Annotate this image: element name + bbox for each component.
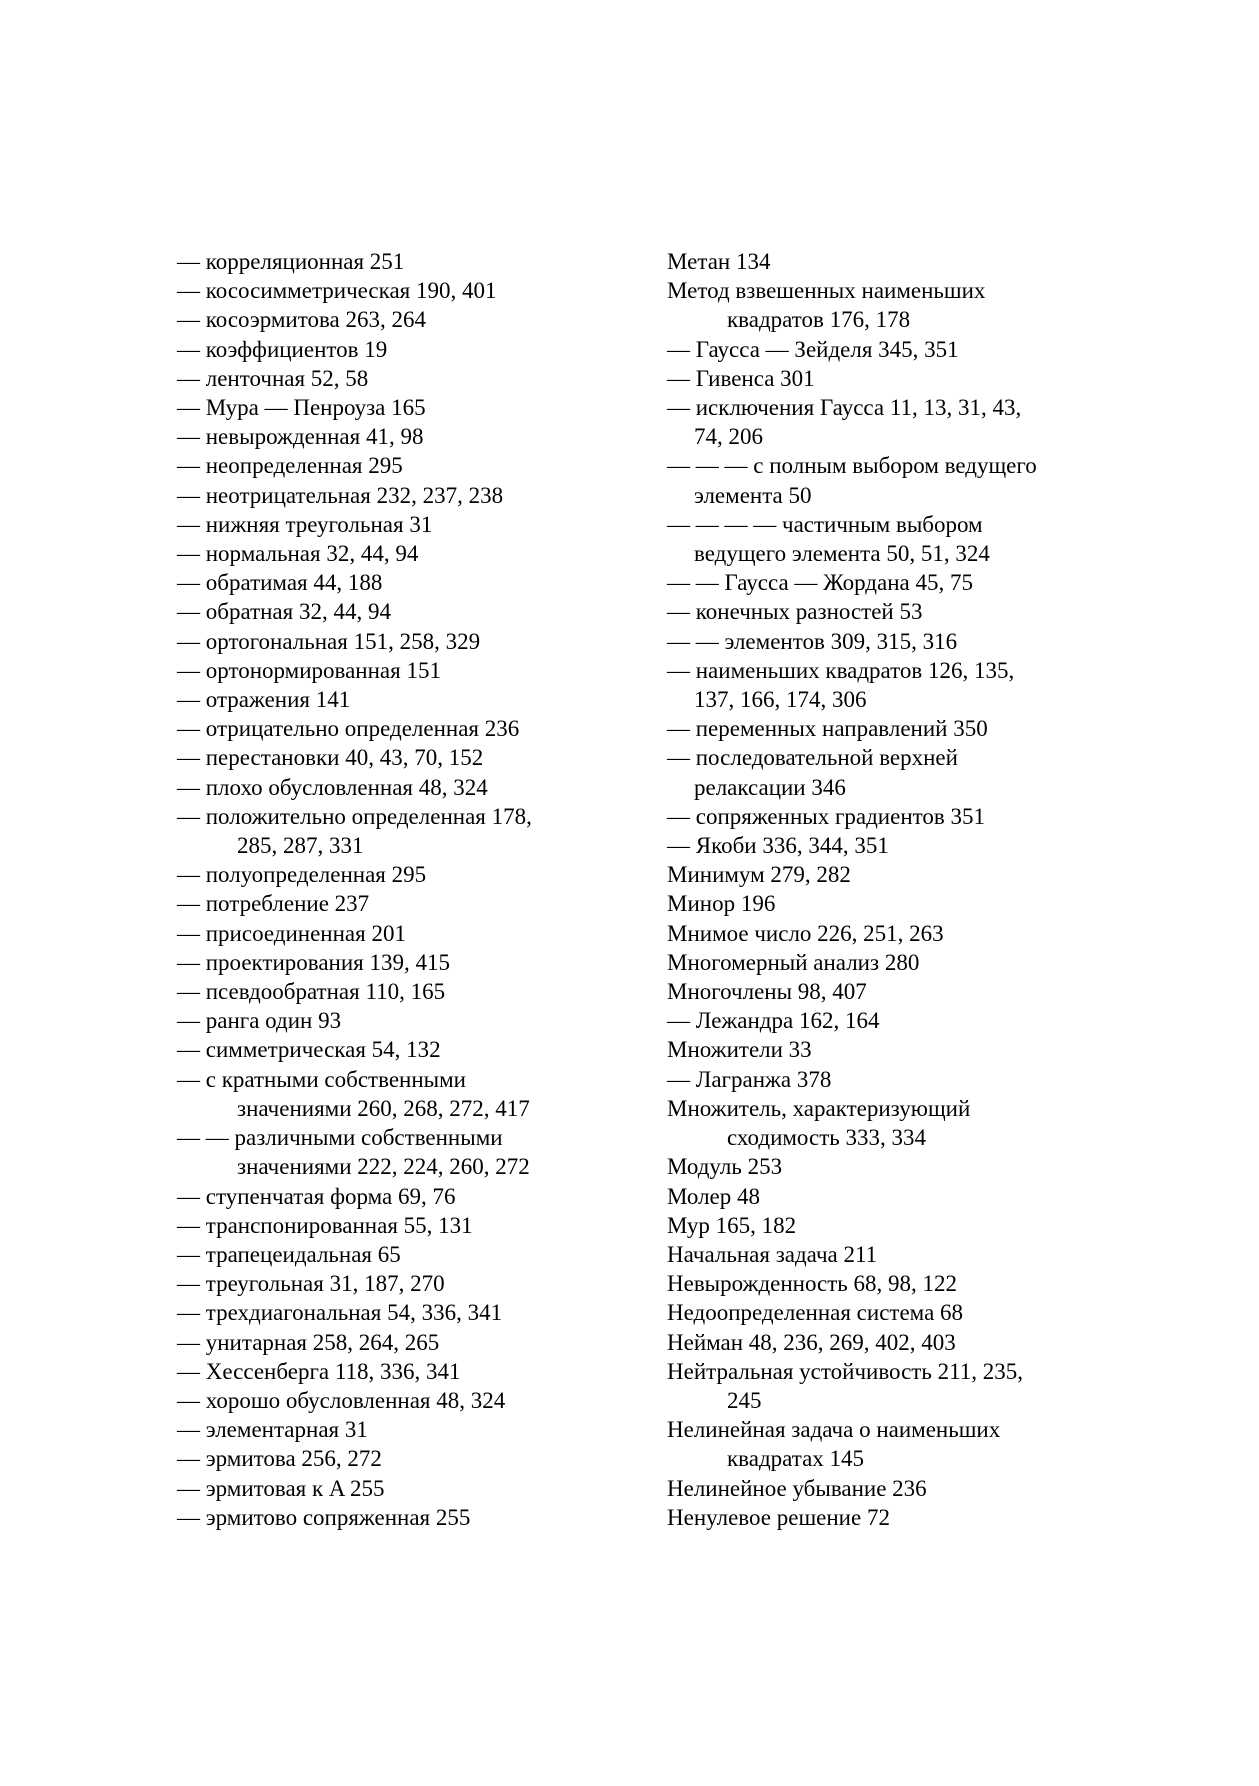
index-entry-text: — — элементов 309, 315, 316 <box>667 628 958 654</box>
index-entry-continuation: 285, 287, 331 <box>237 833 364 859</box>
index-entry <box>667 977 1097 1006</box>
index-entry-text: Метод взвешенных наименьших <box>667 278 986 304</box>
index-entry <box>667 451 1097 509</box>
index-entry <box>177 1240 617 1269</box>
index-entry-text: — Мура — Пенроуза 165 <box>177 395 426 421</box>
index-entry-text: — эрмитовая к A 255 <box>177 1475 385 1501</box>
index-entry-text: Мур 165, 182 <box>667 1212 797 1238</box>
index-entry-text: Нейтральная устойчивость 211, 235, <box>667 1358 1023 1384</box>
index-entry <box>667 1065 1097 1094</box>
index-entry-text: — ступенчатая форма 69, 76 <box>177 1183 456 1209</box>
index-entry-text: Минимум 279, 282 <box>667 862 851 888</box>
index-entry-text: Метан 134 <box>667 249 771 274</box>
index-entry-continuation: ведущего элемента 50, 51, 324 <box>694 541 990 567</box>
index-entry <box>177 1328 617 1357</box>
index-column-right <box>667 247 1097 1532</box>
index-entry <box>177 422 617 451</box>
index-entry-text: — треугольная 31, 187, 270 <box>177 1271 445 1297</box>
index-entry-continuation: 74, 206 <box>694 424 763 450</box>
index-entry-text: — переменных направлений 350 <box>667 716 988 742</box>
index-entry-text: — ленточная 52, 58 <box>177 365 369 391</box>
index-entry <box>667 247 1097 276</box>
index-entry <box>177 335 617 364</box>
index-entry <box>177 276 617 305</box>
index-entry-text: — Хессенберга 118, 336, 341 <box>177 1358 461 1384</box>
index-entry <box>177 714 617 743</box>
index-entry-text: — коэффициентов 19 <box>177 336 388 362</box>
index-entry-text: Нелинейное убывание 236 <box>667 1475 927 1501</box>
index-entry-text: Нелинейная задача о наименьших <box>667 1417 1001 1443</box>
index-entry-text: — трапецеидальная 65 <box>177 1241 401 1267</box>
index-entry-text: — отражения 141 <box>177 687 351 713</box>
index-entry <box>177 247 617 276</box>
index-entry <box>177 889 617 918</box>
index-entry <box>667 393 1097 451</box>
index-entry-text: — нижняя треугольная 31 <box>177 511 433 537</box>
index-entry <box>667 364 1097 393</box>
index-entry <box>177 1415 617 1444</box>
index-entry <box>177 364 617 393</box>
index-entry-text: — трехдиагональная 54, 336, 341 <box>177 1300 503 1326</box>
index-entry <box>177 305 617 334</box>
index-entry-text: — с кратными собственными <box>177 1066 466 1092</box>
index-entry-text: — эрмитово сопряженная 255 <box>177 1504 471 1530</box>
index-entry-text: — хорошо обусловленная 48, 324 <box>177 1387 506 1413</box>
index-entry <box>177 1182 617 1211</box>
index-entry-continuation: квадратов 176, 178 <box>727 307 911 333</box>
index-entry-text: — ортогональная 151, 258, 329 <box>177 628 481 654</box>
index-entry-text: Нейман 48, 236, 269, 402, 403 <box>667 1329 956 1355</box>
index-entry <box>177 1006 617 1035</box>
index-entry-text: Начальная задача 211 <box>667 1241 878 1267</box>
index-entry <box>177 1503 617 1532</box>
index-entry <box>667 1328 1097 1357</box>
index-entry-text: — отрицательно определенная 236 <box>177 716 520 742</box>
index-entry-continuation: элемента 50 <box>694 482 812 508</box>
index-entry <box>667 1094 1097 1152</box>
index-entry <box>667 656 1097 714</box>
index-entry <box>177 451 617 480</box>
index-entry-text: — обратимая 44, 188 <box>177 570 383 596</box>
index-entry-text: — унитарная 258, 264, 265 <box>177 1329 440 1355</box>
index-entry-text: — косоэрмитова 263, 264 <box>177 307 426 333</box>
index-entry-text: — псевдообратная 110, 165 <box>177 979 446 1005</box>
index-entry-text: — неопределенная 295 <box>177 453 403 479</box>
index-entry-text: — сопряженных градиентов 351 <box>667 803 985 829</box>
index-entry-text: Минор 196 <box>667 891 776 917</box>
index-entry-text: — невырожденная 41, 98 <box>177 424 424 450</box>
index-entry <box>667 919 1097 948</box>
index-entry <box>667 1182 1097 1211</box>
index-entry <box>177 1357 617 1386</box>
index-entry <box>667 1006 1097 1035</box>
index-entry-text: — нормальная 32, 44, 94 <box>177 541 419 567</box>
index-entry <box>177 802 617 860</box>
index-entry <box>667 1211 1097 1240</box>
index-entry <box>177 510 617 539</box>
index-entry <box>667 860 1097 889</box>
index-entry-text: Молер 48 <box>667 1183 761 1209</box>
index-entry <box>667 335 1097 364</box>
index-entry-continuation: значениями 222, 224, 260, 272 <box>237 1154 530 1180</box>
index-entry-text: — последовательной верхней <box>667 745 958 771</box>
index-entry-text: — — различными собственными <box>177 1125 503 1151</box>
index-entry <box>177 1035 617 1064</box>
index-entry <box>667 1357 1097 1415</box>
index-entry-text: — ортонормированная 151 <box>177 657 441 683</box>
index-entry <box>177 627 617 656</box>
index-entry <box>177 1298 617 1327</box>
index-column-left <box>177 247 617 1532</box>
index-entry-continuation: квадратах 145 <box>727 1446 865 1472</box>
index-entry-text: — Якоби 336, 344, 351 <box>667 833 889 859</box>
index-entry-text: Множитель, характеризующий <box>667 1095 971 1121</box>
index-entry <box>177 1211 617 1240</box>
index-entry <box>667 802 1097 831</box>
index-entry <box>177 743 617 772</box>
index-entry <box>177 1474 617 1503</box>
index-entry <box>667 510 1097 568</box>
index-entry <box>177 1269 617 1298</box>
index-entry-text: — кососимметрическая 190, 401 <box>177 278 497 304</box>
index-entry <box>177 685 617 714</box>
index-entry <box>667 1152 1097 1181</box>
index-entry <box>667 1503 1097 1532</box>
index-entry <box>177 568 617 597</box>
index-entry-text: Модуль 253 <box>667 1154 783 1180</box>
index-entry-continuation: релаксации 346 <box>694 774 846 800</box>
index-entry-text: — ранга один 93 <box>177 1008 342 1034</box>
index-entry <box>667 1035 1097 1064</box>
index-entry <box>667 627 1097 656</box>
index-entry-text: — положительно определенная 178, <box>177 803 532 829</box>
index-entry-text: — наименьших квадратов 126, 135, <box>667 657 1015 683</box>
index-entry <box>667 568 1097 597</box>
index-entry-continuation: значениями 260, 268, 272, 417 <box>237 1095 530 1121</box>
index-entry-text: — перестановки 40, 43, 70, 152 <box>177 745 484 771</box>
index-entry-text: Многомерный анализ 280 <box>667 949 920 975</box>
index-entry-text: — Гаусса — Зейделя 345, 351 <box>667 336 959 362</box>
index-entry <box>667 1240 1097 1269</box>
index-entry <box>177 539 617 568</box>
index-entry-text: — присоединенная 201 <box>177 920 406 946</box>
index-entry-text: Множители 33 <box>667 1037 812 1063</box>
index-entry-text: — проектирования 139, 415 <box>177 949 450 975</box>
index-entry <box>667 1474 1097 1503</box>
index-entry-text: — эрмитова 256, 272 <box>177 1446 382 1472</box>
index-entry-text: — полуопределенная 295 <box>177 862 427 888</box>
index-entry-text: — Гивенса 301 <box>667 365 815 391</box>
index-entry-text: — корреляционная 251 <box>177 249 405 274</box>
index-entry <box>667 743 1097 801</box>
index-entry <box>177 1123 617 1181</box>
index-entry-text: Ненулевое решение 72 <box>667 1504 890 1530</box>
index-entry <box>177 1386 617 1415</box>
index-entry <box>667 831 1097 860</box>
index-entry <box>667 597 1097 626</box>
index-entry <box>177 597 617 626</box>
index-entry-text: — конечных разностей 53 <box>667 599 923 625</box>
index-entry <box>667 714 1097 743</box>
index-entry-text: — Лагранжа 378 <box>667 1066 832 1092</box>
index-entry <box>667 948 1097 977</box>
index-entry-continuation: 245 <box>727 1387 762 1413</box>
index-entry <box>177 948 617 977</box>
index-entry-continuation: сходимость 333, 334 <box>727 1125 927 1151</box>
index-entry-text: Невырожденность 68, 98, 122 <box>667 1271 958 1297</box>
index-entry-text: — — — с полным выбором ведущего <box>667 453 1037 479</box>
index-entry <box>667 1298 1097 1327</box>
index-entry-continuation: 137, 166, 174, 306 <box>694 687 867 713</box>
index-entry <box>177 656 617 685</box>
index-entry-text: — — Гаусса — Жордана 45, 75 <box>667 570 973 596</box>
index-entry <box>667 889 1097 918</box>
index-entry <box>667 1415 1097 1473</box>
index-entry-text: — исключения Гаусса 11, 13, 31, 43, <box>667 395 1022 421</box>
index-entry <box>667 276 1097 334</box>
index-entry <box>177 1444 617 1473</box>
index-entry <box>177 977 617 1006</box>
index-entry <box>177 860 617 889</box>
index-entry <box>177 919 617 948</box>
index-entry-text: — Лежандра 162, 164 <box>667 1008 880 1034</box>
index-entry <box>177 773 617 802</box>
index-entry <box>177 393 617 422</box>
index-entry-text: — плохо обусловленная 48, 324 <box>177 774 488 800</box>
index-entry-text: — неотрицательная 232, 237, 238 <box>177 482 504 508</box>
index-entry-text: Мнимое число 226, 251, 263 <box>667 920 944 946</box>
index-entry <box>177 1065 617 1123</box>
index-entry-text: — — — — частичным выбором <box>667 511 983 537</box>
index-entry-text: — потребление 237 <box>177 891 370 917</box>
index-entry <box>177 481 617 510</box>
index-entry-text: — транспонированная 55, 131 <box>177 1212 473 1238</box>
index-entry-text: — симметрическая 54, 132 <box>177 1037 441 1063</box>
index-entry <box>667 1269 1097 1298</box>
index-entry-text: Недоопределенная система 68 <box>667 1300 964 1326</box>
index-entry-text: Многочлены 98, 407 <box>667 979 867 1005</box>
index-entry-text: — элементарная 31 <box>177 1417 368 1443</box>
index-entry-text: — обратная 32, 44, 94 <box>177 599 391 625</box>
